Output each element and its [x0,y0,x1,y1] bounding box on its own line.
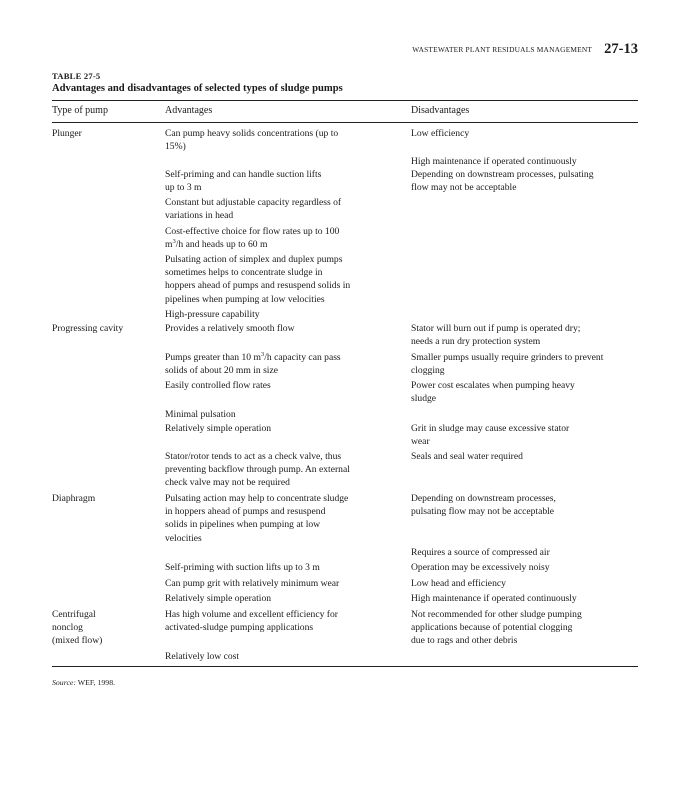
diaphragm-advantage: Relatively simple operation [165,593,272,604]
progressing-cavity-advantage: Pumps greater than 10 $m^3/h$ capacity can pass solids of about 20 mm in size [165,351,341,377]
plunger-advantage: High-pressure capability [165,309,260,320]
running-head [52,40,638,58]
progressing-cavity-disadvantage: Smaller pumps usually require grinders to prevent clogging [411,352,604,377]
plunger-disadvantage: Depending on downstream processes, pulsating flow may not be acceptable [411,169,594,194]
pump-type-plunger: Plunger [52,128,82,139]
diaphragm-disadvantage: Low head and efficiency [411,578,506,589]
pump-type-progressing-cavity: Progressing cavity [52,323,124,334]
progressing-cavity-advantage: Stator/rotor tends to act as a check valve, thus preventing backflow through pump. An external check valve may not be required [165,451,350,489]
table-header-rule [52,122,638,123]
progressing-cavity-disadvantage: Stator will burn out if pump is operated dry; needs a run dry protection system [411,323,581,348]
table-top-rule [52,100,638,101]
header-advantages: Advantages [165,105,213,116]
plunger-advantage: Can pump heavy solids concentrations (up to 15%) [165,128,339,153]
progressing-cavity-disadvantage: Grit in sludge may cause excessive stator wear [411,423,570,448]
progressing-cavity-advantage: Easily controlled flow rates [165,380,271,391]
diaphragm-disadvantage: Depending on downstream processes, pulsating flow may not be acceptable [411,493,556,518]
page-number: 27-13 [604,41,638,57]
centrifugal-advantage: Has high volume and excellent efficiency for activated-sludge pumping applications [165,609,338,634]
plunger-advantage: Pulsating action of simplex and duplex pumps sometimes helps to concentrate sludge in hoppers ahead of pumps and resuspend solids in pipelines when pumping at low velocities [165,254,351,305]
plunger-disadvantage: Low efficiency [411,128,470,139]
progressing-cavity-advantage: Relatively simple operation [165,423,272,434]
header-disadvantages: Disadvantages [411,105,470,116]
progressing-cavity-advantage: Provides a relatively smooth flow [165,323,295,334]
source-label: Source: [52,678,76,687]
table-bottom-rule [52,666,638,667]
plunger-advantage: Constant but adjustable capacity regardless of variations in head [165,197,342,222]
plunger-disadvantage: High maintenance if operated continuously [411,156,577,167]
progressing-cavity-disadvantage: Seals and seal water required [411,451,523,462]
running-head-title: WASTEWATER PLANT RESIDUALS MANAGEMENT [412,45,593,54]
diaphragm-advantage: Can pump grit with relatively minimum wear [165,578,340,589]
table-label: TABLE 27-5 [52,71,101,81]
source-text: WEF, 1998. [77,678,116,687]
table-source [52,678,115,687]
centrifugal-disadvantage: Not recommended for other sludge pumping applications because of potential clogging due to rags and other debris [411,609,582,647]
centrifugal-advantage: Relatively low cost [165,651,240,662]
pump-type-centrifugal: Centrifugal nonclog (mixed flow) [52,609,103,647]
table-title: Advantages and disadvantages of selected types of sludge pumps [52,83,343,94]
plunger-advantage: Self-priming and can handle suction lifts up to 3 m [165,169,322,194]
diaphragm-disadvantage: High maintenance if operated continuously [411,593,577,604]
progressing-cavity-advantage: Minimal pulsation [165,409,236,420]
diaphragm-disadvantage: Requires a source of compressed air [411,547,550,558]
plunger-advantage: Cost-effective choice for flow rates up to 100 $m^3/h$ and heads up to 60 m [165,226,340,251]
diaphragm-advantage: Self-priming with suction lifts up to 3 m [165,562,320,573]
header-type-of-pump: Type of pump [52,105,108,116]
progressing-cavity-disadvantage: Power cost escalates when pumping heavy sludge [411,380,575,405]
diaphragm-disadvantage: Operation may be excessively noisy [411,562,550,573]
pump-type-diaphragm: Diaphragm [52,493,96,504]
diaphragm-advantage: Pulsating action may help to concentrate sludge in hoppers ahead of pumps and resuspend solids in pipelines when pumping at low velocities [165,493,349,544]
